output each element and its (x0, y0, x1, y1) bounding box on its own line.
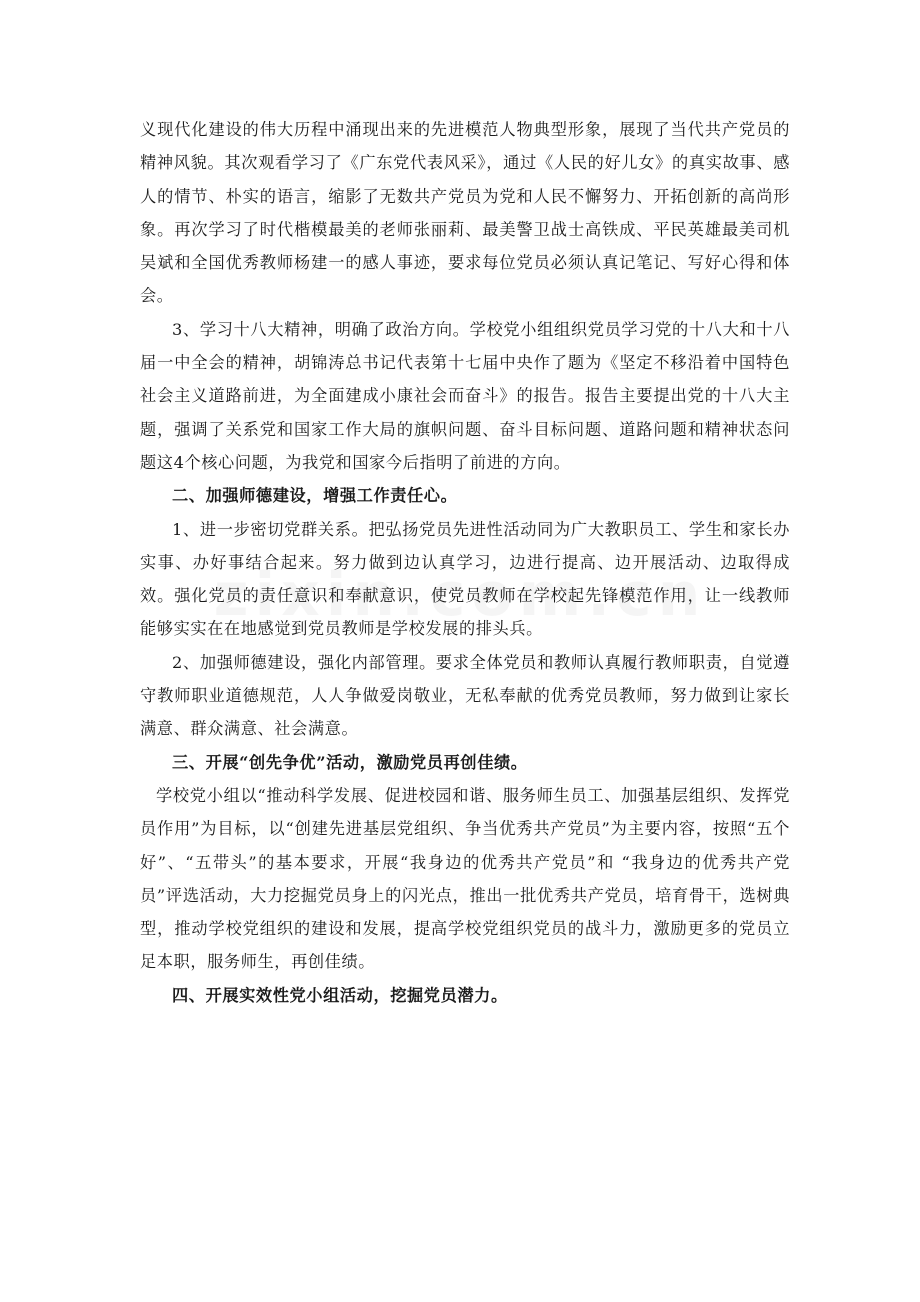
paragraph-continuation: 义现代化建设的伟大历程中涌现出来的先进模范人物典型形象，展现了当代共产党员的精神风貌。其次观看学习了《广东党代表风采》，通过《人民的好儿女》的真实故事、感人的情节、朴实的语言，缩影了无数共产党员为党和人民不懈努力、开拓创新的高尚形象。再次学习了时代楷模最美的老师张丽莉、最美警卫战士高铁成、平民英雄最美司机吴斌和全国优秀教师杨建一的感人事迹，要求每位党员必须认真记笔记、写好心得和体会。 (140, 120, 790, 306)
paragraph-item-1: 1、进一步密切党群关系。把弘扬党员先进性活动同为广大教职员工、学生和家长办实事、办好事结合起来。努力做到边认真学习，边进行提高、边开展活动、边取得成效。强化党员的责任意识和奉献意识，使党员教师在学校起先锋模范作用，让一线教师能够实实在在地感觉到党员教师是学校发展的排头兵。 (140, 519, 790, 639)
section-heading-4: 四、开展实效性党小组活动，挖掘党员潜力。 (172, 985, 508, 1005)
paragraph-item-3: 3、学习十八大精神，明确了政治方向。学校党小组组织党员学习党的十八大和十八届一中全会的精神，胡锦涛总书记代表第十七届中央作了题为《坚定不移沿着中国特色社会主义道路前进，为全面建成小康社会而奋斗》的报告。报告主要提出党的十八大主题，强调了关系党和国家工作大局的旗帜问题、奋斗目标问题、道路问题和精神状态问题这4个核心问题，为我党和国家今后指明了前进的方向。 (140, 319, 790, 472)
document-body (140, 113, 790, 1012)
section-heading-3: 三、开展“创先争优”活动，激励党员再创佳绩。 (172, 752, 528, 772)
section-heading-2: 二、加强师德建设，增强工作责任心。 (172, 486, 458, 506)
paragraph-section-3-body: 学校党小组以“推动科学发展、促进校园和谐、服务师生员工、加强基层组织、发挥党员作用”为目标，以“创建先进基层党组织、争当优秀共产党员”为主要内容，按照“五个好”、“五带头”的基本要求，开展“我身边的优秀共产党员”和 “我身边的优秀共产党员”评选活动，大力挖掘党员身上的闪光点，推出一批优秀共产党员，培育骨干，选树典型，推动学校党组织的建设和发展，提高学校党组织党员的战斗力，激励更多的党员立足本职，服务师生，再创佳绩。 (140, 785, 790, 972)
paragraph-item-2: 2、加强师德建设，强化内部管理。要求全体党员和教师认真履行教师职责，自觉遵守教师职业道德规范，人人争做爱岗敬业，无私奉献的优秀党员教师，努力做到让家长满意、群众满意、社会满意。 (140, 652, 790, 739)
